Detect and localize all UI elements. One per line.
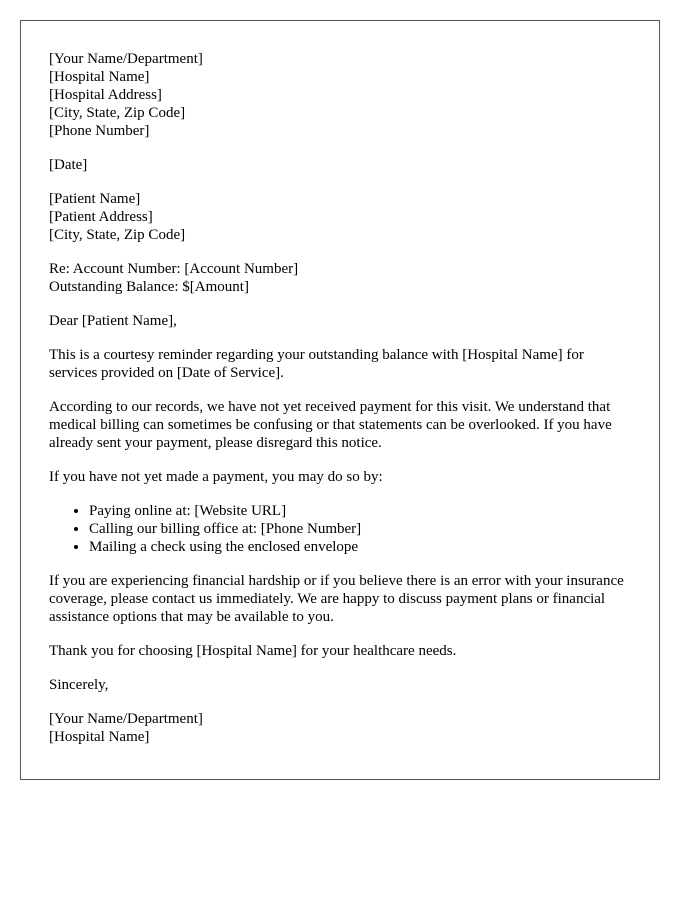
payment-option-phone: • Calling our billing office at: [Phone Number] xyxy=(89,520,631,538)
account-number-line: Re: Account Number: [Account Number] xyxy=(49,261,299,277)
paragraph-payment-intro: If you have not yet made a payment, you may do so by: xyxy=(49,469,383,485)
payment-option-online: • Paying online at: [Website URL] xyxy=(89,502,631,520)
payment-option-mail: • Mailing a check using the enclosed envelope xyxy=(89,538,631,556)
letter xyxy=(20,20,660,780)
paragraph-records: According to our records, we have not yet received payment for this visit. We understand that medical billing can sometimes be confusing or that statements can be overlooked. If you have already sent your payment, please disregard this notice. xyxy=(49,399,612,451)
sender-address-block xyxy=(49,50,631,140)
sender-hospital-name: [Hospital Name] xyxy=(49,69,150,85)
salutation: Dear [Patient Name], xyxy=(49,313,177,329)
outstanding-balance-line: Outstanding Balance: $[Amount] xyxy=(49,279,249,295)
recipient-city-state-zip: [City, State, Zip Code] xyxy=(49,227,186,243)
sign-off: Sincerely, xyxy=(49,677,109,693)
paragraph-hardship: If you are experiencing financial hardship or if you believe there is an error with your insurance coverage, please contact us immediately. We are happy to discuss payment plans or financial assistance options that may be available to you. xyxy=(49,573,624,625)
paragraph-reminder: This is a courtesy reminder regarding your outstanding balance with [Hospital Name] for services provided on [Date of Service]. xyxy=(49,347,584,381)
signature-name-department: [Your Name/Department] xyxy=(49,711,203,727)
signature-block xyxy=(49,710,631,746)
signature-hospital-name: [Hospital Name] xyxy=(49,729,150,745)
payment-options-list xyxy=(49,502,631,556)
recipient-name: [Patient Name] xyxy=(49,191,141,207)
recipient-address-block xyxy=(49,190,631,244)
letter-date xyxy=(49,156,631,174)
sender-city-state-zip: [City, State, Zip Code] xyxy=(49,105,186,121)
sender-phone: [Phone Number] xyxy=(49,123,150,139)
date-text: [Date] xyxy=(49,157,88,173)
sender-hospital-address: [Hospital Address] xyxy=(49,87,162,103)
reference-block xyxy=(49,260,631,296)
sender-name-department: [Your Name/Department] xyxy=(49,51,203,67)
recipient-address: [Patient Address] xyxy=(49,209,153,225)
paragraph-thank-you: Thank you for choosing [Hospital Name] for your healthcare needs. xyxy=(49,643,457,659)
